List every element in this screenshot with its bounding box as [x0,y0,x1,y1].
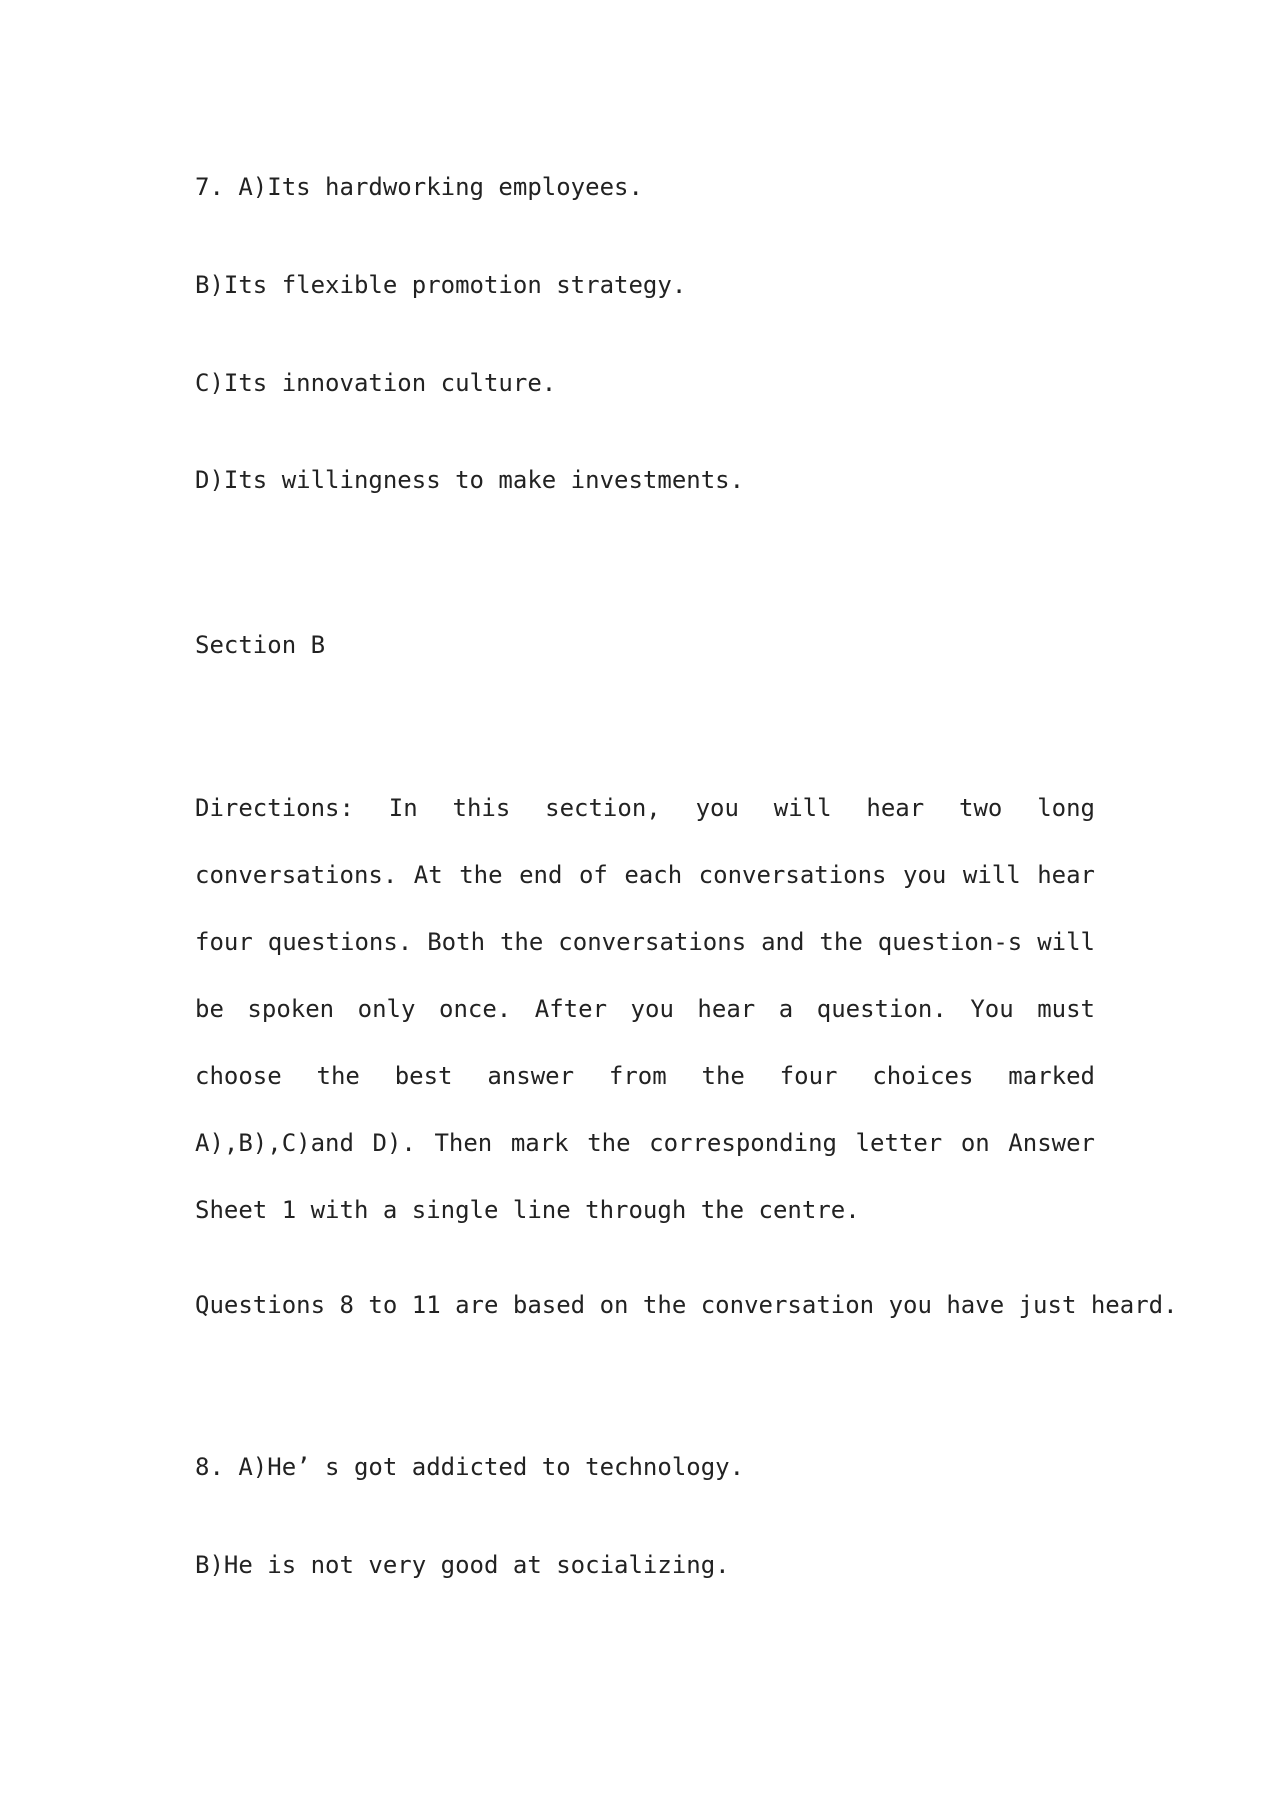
questions-intro: Questions 8 to 11 are based on the conversation you have just heard. [195,1291,1178,1319]
section-title: Section B [195,631,326,659]
question-8-option-a: 8. A)He’ s got addicted to technology. [195,1453,745,1481]
question-7-option-b: B)Its flexible promotion strategy. [195,271,687,299]
question-7-option-d: D)Its willingness to make investments. [195,466,745,494]
question-7-option-c: C)Its innovation culture. [195,369,557,397]
question-7-option-a: 7. A)Its hardworking employees. [195,173,643,201]
directions-paragraph: Directions: In this section, you will hear two long conversations. At the end of each conversations you will hear four questions. Both the conversations and the question-s will be spoken only once. After you hear a question. You must choose the best answer from the four choices marked A),B),C)and D). Then mark the corresponding letter on Answer Sheet 1 with a single line through the centre. [195,794,1095,1224]
question-8-option-b: B)He is not very good at socializing. [195,1551,730,1579]
